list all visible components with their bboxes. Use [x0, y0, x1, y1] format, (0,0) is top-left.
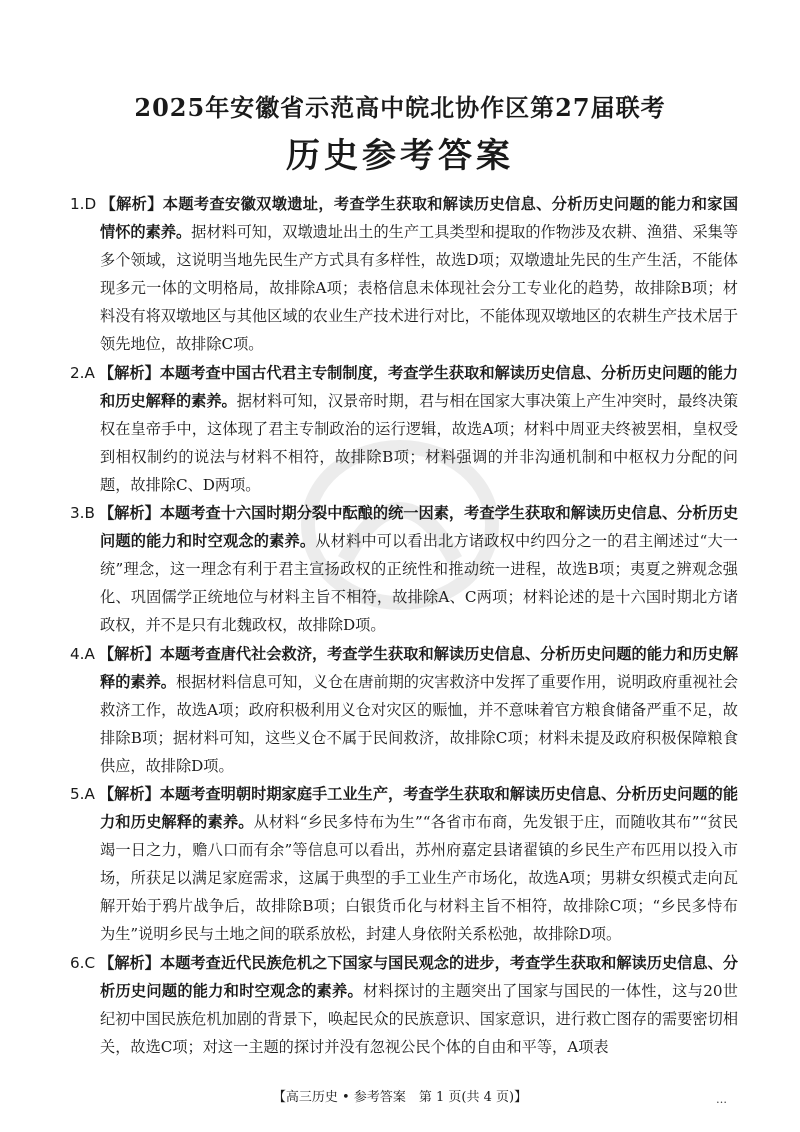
answer-summary: 本题考查十六国时期分裂中酝酿的统一因素，考查学生获取和解读历史信息、分析历史问题的能力和时空观念的素养。: [100, 504, 739, 551]
answer-item: [70, 640, 738, 780]
answer-summary: 本题考查明朝时期家庭手工业生产，考查学生获取和解读历史信息、分析历史问题的能力和历史解释的素养。: [100, 784, 739, 832]
answer-explanation: 从材料“乡民多恃布为生”“各省市布商，先发银于庄，而随收其布”“贫民竭一日之力，赡八口而有余”等信息可以看出，苏州府嘉定县诸翟镇的乡民生产布匹用以投入市场，所获足以满足家庭需求，这属于典型的手工业生产市场化，故选A项；男耕女织模式走向瓦解开始于鸦片战争后，故排除B项；白银货币化与材料主旨不相符，故排除C项；“乡民多恃布为生”说明乡民与土地之间的联系放松，封建人身依附关系松弛，故排除D项。: [100, 813, 739, 944]
footer-mark: …: [716, 1093, 727, 1106]
answer-number: 3.B: [70, 504, 95, 523]
answer-summary: 本题考查安徽双墩遗址，考查学生获取和解读历史信息、分析历史问题的能力和家国情怀的素养。: [100, 195, 739, 242]
answers-list: [70, 190, 738, 1061]
answer-key-title: 历史参考答案: [286, 136, 514, 176]
analysis-tag: 【解析】: [98, 784, 160, 803]
analysis-tag: 【解析】: [98, 363, 160, 382]
page-footer: 【高三历史 • 参考答案 第 1 页(共 4 页)】: [272, 1090, 528, 1105]
answer-number: 6.C: [70, 953, 96, 972]
answer-number: 1.D: [70, 195, 97, 213]
analysis-tag: 【解析】: [100, 195, 163, 213]
answer-item: [70, 359, 738, 499]
answer-item: [70, 949, 738, 1061]
answer-summary: 本题考查中国古代君主专制制度，考查学生获取和解读历史信息、分析历史问题的能力和历史解释的素养。: [100, 363, 739, 410]
analysis-tag: 【解析】: [99, 953, 160, 972]
answer-number: 5.A: [70, 784, 95, 803]
analysis-tag: 【解析】: [98, 504, 160, 523]
answer-explanation: 据材料可知，汉景帝时期，君与相在国家大事决策上产生冲突时，最终决策权在皇帝手中，这体现了君主专制政治的运行逻辑，故选A项；材料中周亚夫终被罢相，皇权受到相权制约的说法与材料不相符，故排除B项；材料强调的并非沟通机制和中枢权力分配的问题，故排除C、D两项。: [100, 391, 739, 494]
answer-item: [70, 499, 738, 639]
answer-number: 4.A: [70, 644, 95, 663]
answer-explanation: 从材料中可以看出北方诸政权中约四分之一的君主阐述过“大一统”理念，这一理念有利于君主宣扬政权的正统性和推动统一进程，故选B项；夷夏之辨观念强化、巩固儒学正统地位与材料主旨不相符，故排除A、C两项；材料论述的是十六国时期北方诸政权，并不是只有北魏政权，故排除D项。: [100, 532, 738, 635]
answer-summary: 本题考查近代民族危机之下国家与国民观念的进步，考查学生获取和解读历史信息、分析历史问题的能力和时空观念的素养。: [100, 953, 739, 1000]
answer-explanation: 据材料可知，双墩遗址出土的生产工具类型和提取的作物涉及农耕、渔猎、采集等多个领域，这说明当地先民生产方式具有多样性，故选D项；双墩遗址先民的生产生活，不能体现多元一体的文明格局，故排除A项；表格信息未体现社会分工专业化的趋势，故排除B项；材料没有将双墩地区与其他区域的农业生产技术进行对比，不能体现双墩地区的农耕生产技术居于领先地位，故排除C项。: [100, 223, 739, 354]
answer-item: [70, 190, 738, 359]
answer-explanation: 根据材料信息可知，义仓在唐前期的灾害救济中发挥了重要作用，说明政府重视社会救济工作，故选A项；政府积极利用义仓对灾区的赈恤，并不意味着官方粮食储备严重不足，故排除B项；据材料可知，这些义仓不属于民间救济，故排除C项；材料未提及政府积极保障粮食供应，故排除D项。: [100, 672, 739, 775]
answer-item: [70, 780, 738, 949]
answer-summary: 本题考查唐代社会救济，考查学生获取和解读历史信息、分析历史问题的能力和历史解释的素养。: [100, 644, 739, 691]
exam-title: 2025年安徽省示范高中皖北协作区第27届联考: [134, 93, 666, 122]
analysis-tag: 【解析】: [98, 644, 160, 663]
answer-number: 2.A: [70, 363, 95, 382]
answer-explanation: 材料探讨的主题突出了国家与国民的一体性，这与20世纪初中国民族危机加剧的背景下，唤起民众的民族意识、国家意识，进行救亡图存的需要密切相关，故选C项；对这一主题的探讨并没有忽视公民个体的自由和平等，A项表: [100, 981, 738, 1056]
